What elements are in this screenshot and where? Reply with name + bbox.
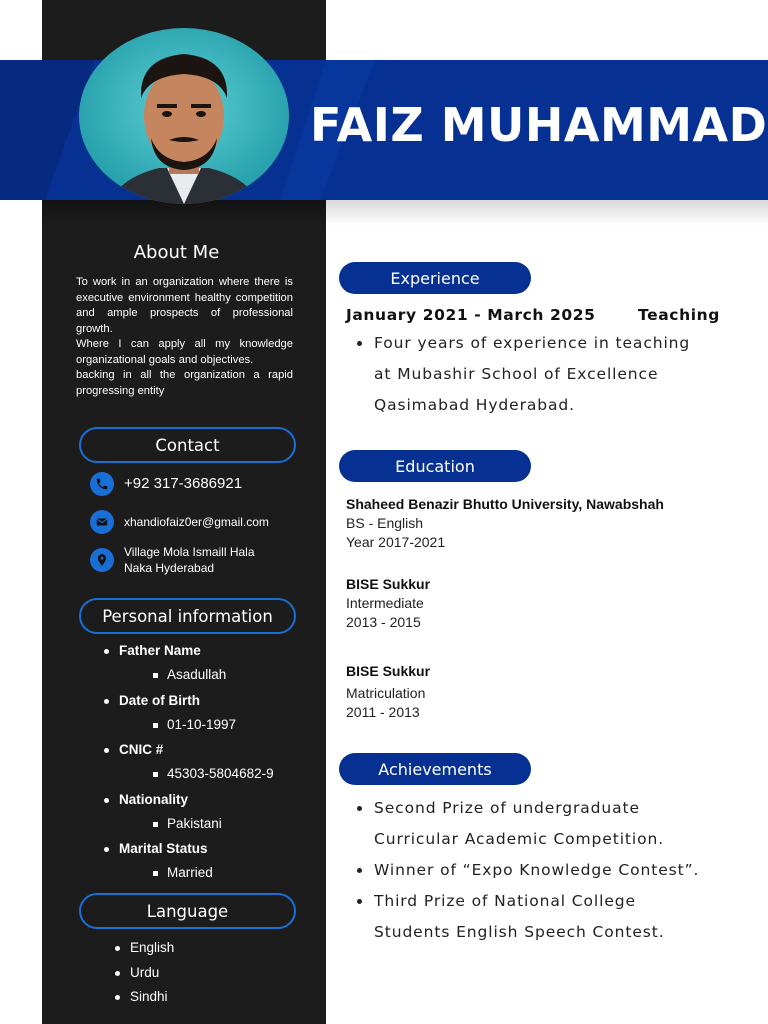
contact-phone[interactable] (90, 472, 242, 496)
achievement-item (357, 793, 757, 855)
pi-label: CNIC # (104, 740, 314, 764)
address-text (124, 544, 255, 576)
profile-photo (79, 28, 289, 204)
education-entry (346, 661, 746, 722)
experience-header (346, 306, 736, 324)
achievement-line: Winner of “Expo Knowledge Contest”. (374, 861, 700, 879)
address-line: Village Mola Ismaill Hala (124, 545, 255, 559)
education-years: 2013 - 2015 (346, 614, 421, 630)
education-years: Year 2017-2021 (346, 534, 446, 550)
banner-shadow (326, 200, 768, 226)
education-school: BISE Sukkur (346, 663, 431, 679)
achievements-list (357, 793, 757, 948)
education-title: Education (339, 450, 531, 482)
language-item: Sindhi (115, 987, 174, 1012)
pi-value: 01-10-1997 (104, 715, 314, 741)
achievement-line: Curricular Academic Competition. (374, 830, 665, 848)
achievement-line: Students English Speech Contest. (374, 923, 665, 941)
education-entry (346, 494, 746, 552)
achievement-item (357, 886, 757, 948)
education-years: 2011 - 2013 (346, 704, 420, 720)
language-item: Urdu (115, 963, 174, 988)
pi-value: 45303-5804682-9 (104, 764, 314, 790)
email-icon (90, 510, 114, 534)
experience-bullet (357, 328, 757, 421)
personal-info-title: Personal information (79, 598, 296, 634)
experience-details (357, 328, 757, 421)
achievement-line: Third Prize of National College (374, 892, 636, 910)
contact-title: Contact (79, 427, 296, 463)
achievement-item (357, 855, 757, 886)
pi-value: Pakistani (104, 814, 314, 840)
achievements-title: Achievements (339, 753, 531, 785)
about-paragraph: To work in an organization where there is executive environment healthy competition and ample prospects of professional growth. (76, 276, 293, 335)
pi-label: Nationality (104, 790, 314, 814)
about-paragraph: Where I can apply all my knowledge organizational goals and objectives. (76, 338, 293, 366)
education-entry (346, 574, 746, 632)
pi-label: Father Name (104, 641, 314, 665)
contact-address (90, 544, 255, 576)
pi-label: Date of Birth (104, 691, 314, 715)
experience-line: Four years of experience in teaching (374, 334, 691, 352)
language-title: Language (79, 893, 296, 929)
experience-title: Experience (339, 262, 531, 294)
contact-email[interactable] (90, 510, 269, 534)
experience-role: Teaching (638, 306, 720, 324)
education-degree: Intermediate (346, 595, 424, 611)
language-list (115, 938, 174, 1012)
experience-line: at Mubashir School of Excellence (374, 365, 659, 383)
phone-icon (90, 472, 114, 496)
language-item: English (115, 938, 174, 963)
candidate-name: FAIZ MUHAMMAD (310, 98, 768, 152)
pi-value: Asadullah (104, 665, 314, 691)
pi-value: Married (104, 863, 314, 889)
experience-line: Qasimabad Hyderabad. (374, 396, 575, 414)
education-degree: Matriculation (346, 685, 426, 701)
personal-info-list (104, 641, 314, 889)
about-title: About Me (133, 242, 220, 263)
achievement-line: Second Prize of undergraduate (374, 799, 640, 817)
email-address: xhandiofaiz0er@gmail.com (124, 515, 269, 529)
education-school: BISE Sukkur (346, 576, 431, 592)
experience-period: January 2021 - March 2025 (346, 306, 596, 324)
location-pin-icon (90, 548, 114, 572)
about-paragraph: backing in all the organization a rapid progressing entity (76, 369, 293, 397)
pi-label: Marital Status (104, 839, 314, 863)
education-degree: BS - English (346, 515, 424, 531)
education-school: Shaheed Benazir Bhutto University, Nawabshah (346, 496, 664, 512)
phone-number: +92 317-3686921 (124, 475, 243, 492)
about-text (76, 275, 293, 399)
address-line: Naka Hyderabad (124, 561, 215, 575)
